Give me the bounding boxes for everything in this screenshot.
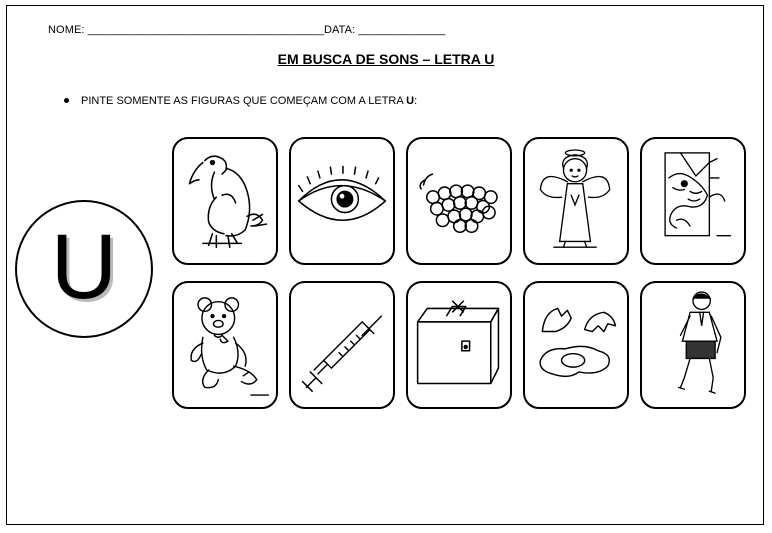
grapes-icon xyxy=(408,139,510,263)
instruction-suffix: : xyxy=(414,95,418,107)
angel-icon xyxy=(525,139,627,263)
teddy-bear-icon xyxy=(174,283,276,407)
picture-card-ballot-box[interactable] xyxy=(406,281,512,409)
picture-card-teddy-bear[interactable] xyxy=(172,281,278,409)
page-title: EM BUSCA DE SONS – LETRA U xyxy=(277,51,495,67)
instruction-letter: U xyxy=(406,95,415,107)
picture-card-grapes[interactable] xyxy=(406,137,512,265)
picture-card-syringe[interactable] xyxy=(289,281,395,409)
syringe-icon xyxy=(291,283,393,407)
instruction-text: PINTE SOMENTE AS FIGURAS QUE COMEÇAM COM A LETRA xyxy=(81,95,407,107)
name-date-line: NOME: ______________________________________DATA: ______________ xyxy=(48,24,446,36)
big-letter-u: U xyxy=(50,216,118,318)
picture-card-eye[interactable] xyxy=(289,137,395,265)
eye-icon xyxy=(291,139,393,263)
picture-card-vulture[interactable] xyxy=(172,137,278,265)
bullet-icon xyxy=(64,98,69,103)
picture-card-chameleon[interactable] xyxy=(640,137,746,265)
instruction xyxy=(64,95,417,107)
ballot-box-icon xyxy=(408,283,510,407)
broken-egg-icon xyxy=(525,283,627,407)
picture-card-angel[interactable] xyxy=(523,137,629,265)
picture-card-boy[interactable] xyxy=(640,281,746,409)
chameleon-icon xyxy=(642,139,744,263)
picture-card-broken-egg[interactable] xyxy=(523,281,629,409)
boy-icon xyxy=(642,283,744,407)
vulture-icon xyxy=(174,139,276,263)
letter-circle xyxy=(15,200,153,338)
